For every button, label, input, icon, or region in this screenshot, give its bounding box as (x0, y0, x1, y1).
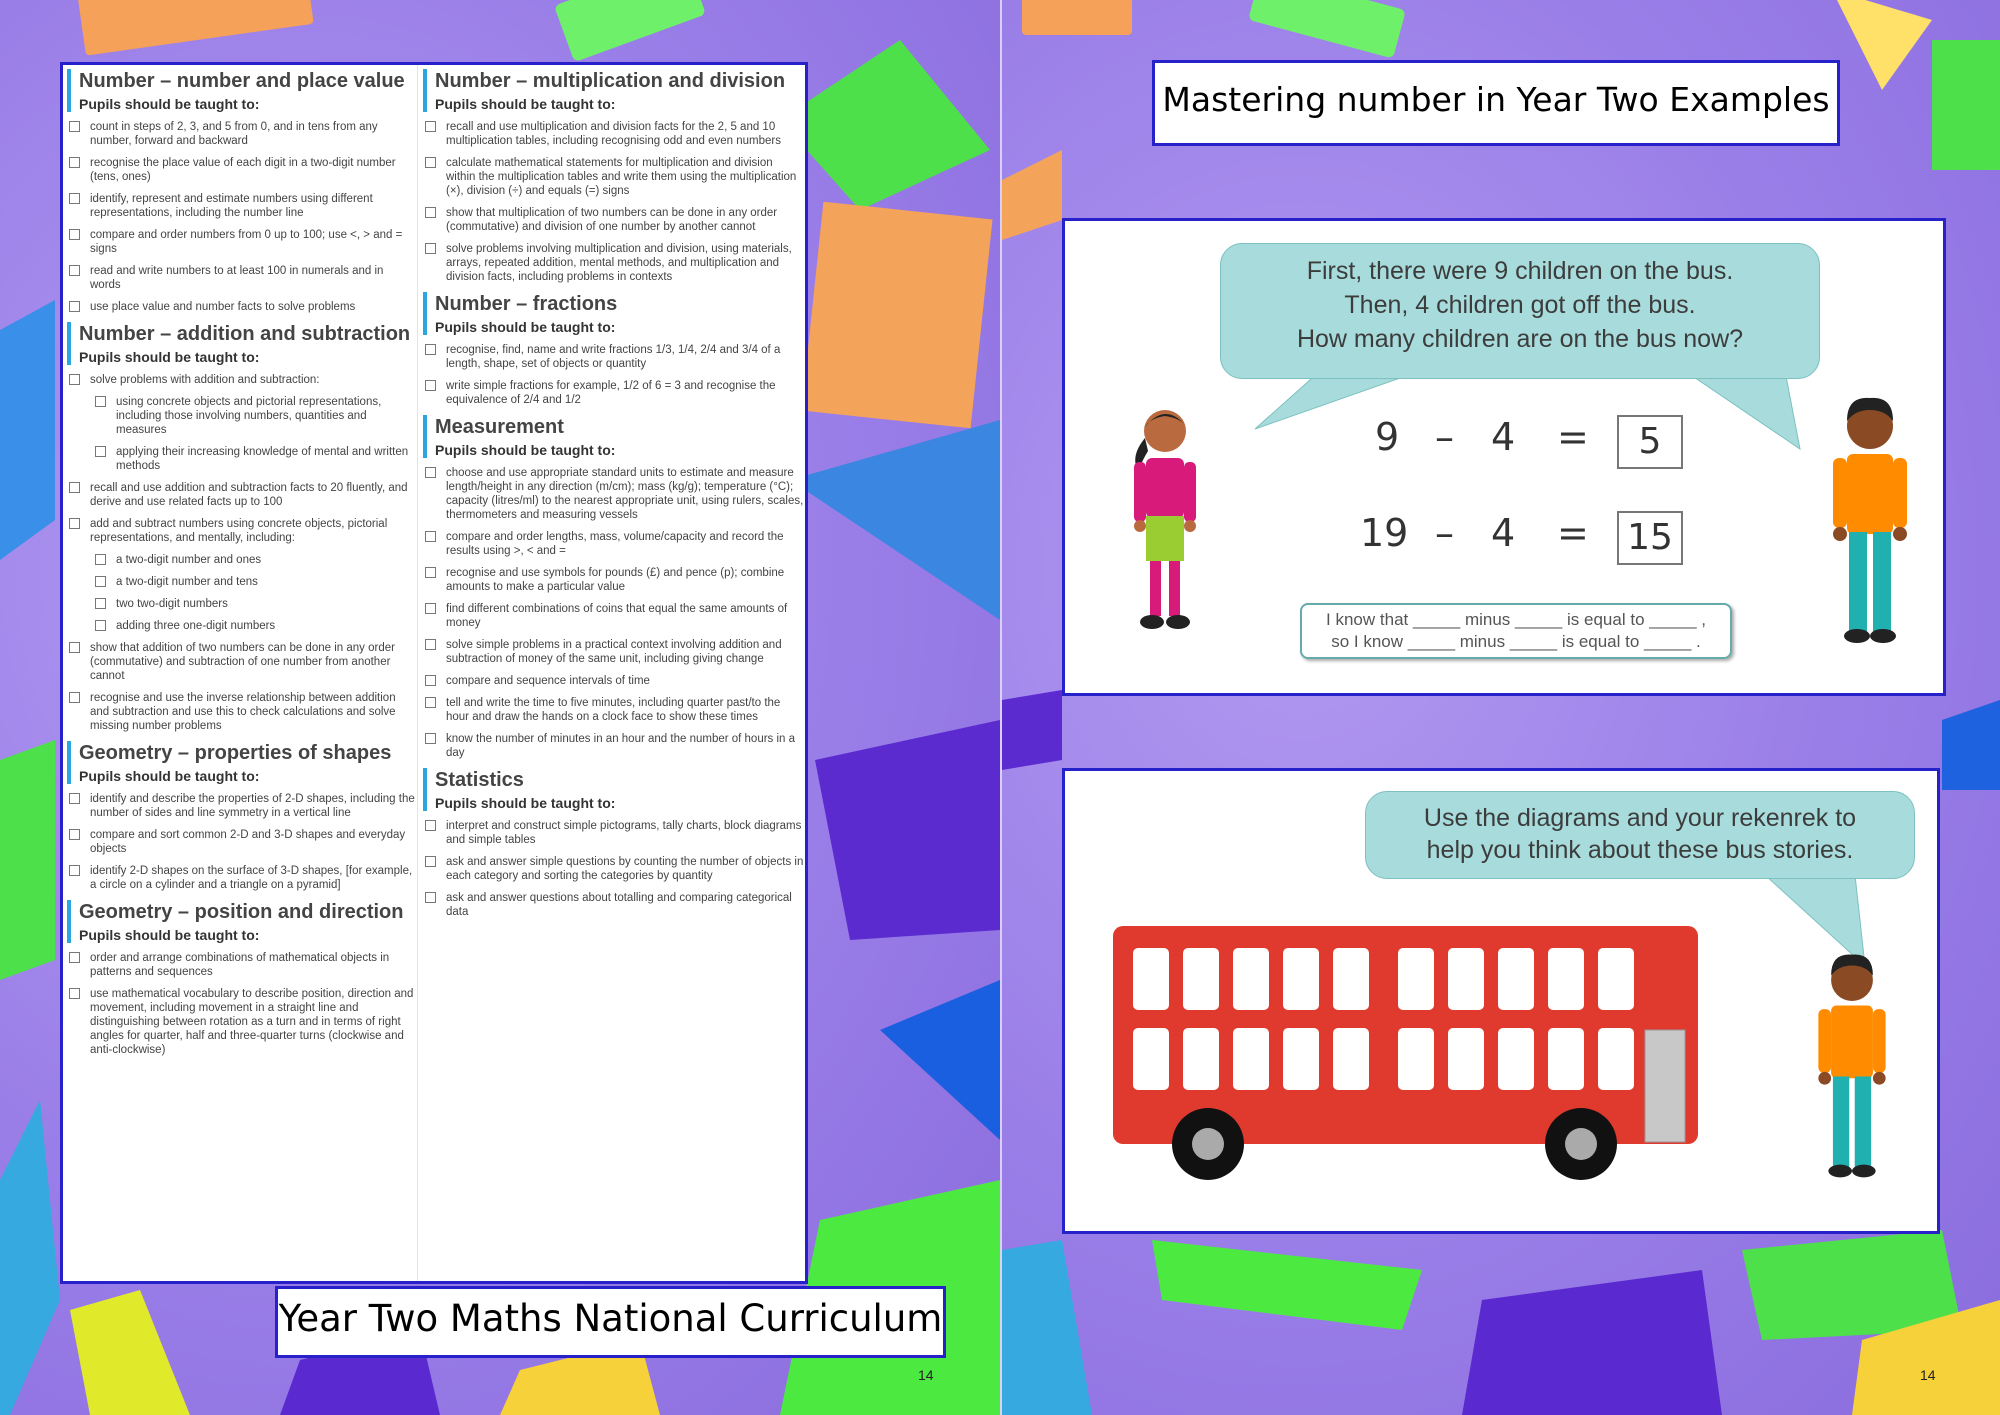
curriculum-item (67, 156, 417, 184)
speech-bubble-line: Use the diagrams and your rekenrek to (1423, 804, 1857, 832)
bg-blue-left (0, 300, 55, 560)
equation1-equals: = (1557, 415, 1589, 459)
equation1-b: 4 (1491, 415, 1516, 459)
curriculum-item-text: recall and use addition and subtraction facts to 20 fluently, and derive and use related facts up to 100 (90, 482, 408, 508)
curriculum-item (423, 530, 804, 558)
speech-bubble-line: First, there were 9 children on the bus. (1306, 257, 1734, 285)
boy-hand-left (1818, 1072, 1831, 1085)
curriculum-item-text: ask and answer questions about totalling and comparing categorical data (446, 892, 792, 918)
curriculum-item-text: find different combinations of coins that equal the same amounts of money (446, 603, 788, 629)
checkbox[interactable] (95, 576, 106, 587)
bg-green-bottom (1152, 1240, 1422, 1330)
checkbox[interactable] (95, 446, 106, 457)
bus-window (1498, 948, 1534, 1010)
section-header (423, 768, 804, 811)
curriculum-item (67, 828, 417, 856)
curriculum-item-text: calculate mathematical statements for multiplication and division within the multiplication tables and write them using the multiplication (×), division (÷) and equals (=) signs (446, 157, 797, 197)
boy-leg-left (1849, 532, 1867, 632)
speech-bubble-text (1221, 254, 1819, 356)
equation2-minus: – (1435, 511, 1454, 555)
boy-shoe-left (1844, 629, 1870, 643)
boy-hand-right (1873, 1072, 1886, 1085)
boy-leg-right (1873, 532, 1891, 632)
curriculum-item (423, 120, 804, 148)
page-number: 14 (918, 1367, 934, 1383)
curriculum-item-text: ask and answer simple questions by counting the number of objects in each category and sorting the categories by quantity (446, 856, 804, 882)
curriculum-item-text: identify, represent and estimate numbers using different representations, including the number line (90, 193, 373, 219)
section-title: Number – addition and subtraction (79, 323, 411, 345)
boy-leg-left (1833, 1076, 1849, 1167)
checkbox[interactable] (425, 243, 436, 254)
curriculum-item (67, 517, 417, 545)
equation2-a: 19 (1360, 511, 1409, 555)
checkbox[interactable] (69, 865, 80, 876)
equation2-b: 4 (1491, 511, 1516, 555)
checkbox[interactable] (95, 598, 106, 609)
bus-window (1398, 948, 1434, 1010)
checkbox[interactable] (425, 639, 436, 650)
section-subtitle: Pupils should be taught to: (435, 795, 616, 811)
curriculum-item-text: read and write numbers to at least 100 in numerals and in words (90, 265, 384, 291)
curriculum-item (93, 619, 417, 633)
checkbox[interactable] (69, 988, 80, 999)
section-subtitle: Pupils should be taught to: (79, 349, 260, 365)
speech-bubble-line: Then, 4 children got off the bus. (1344, 291, 1696, 319)
curriculum-item (67, 792, 417, 820)
bg-green-bar (1248, 0, 1406, 59)
checkbox[interactable] (425, 856, 436, 867)
curriculum-item-text: two two-digit numbers (116, 598, 228, 610)
curriculum-item (423, 379, 804, 407)
curriculum-item (93, 597, 417, 611)
bubble-tail-right (1685, 371, 1800, 449)
curriculum-item (67, 987, 417, 1057)
bg-green-left (0, 740, 55, 980)
sentence-stem-box (1300, 603, 1732, 659)
sentence-stem-line1: I know that _____ minus _____ is equal to _____ , (1326, 610, 1706, 629)
curriculum-column-right (419, 65, 808, 1281)
curriculum-item-text: use mathematical vocabulary to describe position, direction and movement, including movement in a straight line and distinguishing between rotation as a turn and in terms of right angles for quarter, half and three-quarter turns (clockwise and anti-clockwise) (90, 988, 414, 1056)
curriculum-item-text: know the number of minutes in an hour and the number of hours in a day (446, 733, 796, 759)
checkbox[interactable] (69, 157, 80, 168)
curriculum-item (423, 674, 804, 688)
section-subtitle: Pupils should be taught to: (79, 927, 260, 943)
curriculum-item (423, 206, 804, 234)
curriculum-item (423, 696, 804, 724)
curriculum-item-text: choose and use appropriate standard units to estimate and measure length/height in any direction (m/cm); mass (kg/g); temperature (°C); capacity (litres/ml) to the nearest appropriate unit, using rulers, scales, thermometers and measuring vessels (446, 467, 804, 521)
bg-blue-right (1942, 700, 2000, 790)
section-header (67, 322, 417, 365)
checkbox[interactable] (69, 193, 80, 204)
boy-shoe-left (1828, 1165, 1852, 1178)
checkbox[interactable] (69, 374, 80, 385)
curriculum-item-text: compare and sequence intervals of time (446, 675, 650, 687)
curriculum-section (423, 292, 804, 407)
curriculum-item (423, 855, 804, 883)
curriculum-item-text: show that addition of two numbers can be done in any order (commutative) and subtraction of one number from another cannot (90, 642, 395, 682)
bus-window (1183, 1028, 1219, 1090)
girl-top (1146, 458, 1184, 518)
curriculum-item-text: recall and use multiplication and division facts for the 2, 5 and 10 multiplication tables, including recognising odd and even numbers (446, 121, 781, 147)
checkbox[interactable] (69, 518, 80, 529)
curriculum-item (93, 575, 417, 589)
speech-bubble-line: How many children are on the bus now? (1296, 325, 1744, 353)
curriculum-item-text: use place value and number facts to solve problems (90, 301, 356, 313)
section-header (423, 69, 804, 112)
checkbox[interactable] (425, 467, 436, 478)
section-header (423, 415, 804, 458)
girl-hand-right (1184, 520, 1196, 532)
curriculum-item (67, 120, 417, 148)
curriculum-item-text: compare and sort common 2-D and 3-D shapes and everyday objects (90, 829, 406, 855)
curriculum-section (423, 415, 804, 760)
checkbox[interactable] (69, 121, 80, 132)
curriculum-item-text: identify and describe the properties of 2-D shapes, including the number of sides and line symmetry in a vertical line (90, 793, 415, 819)
bg-orange-bar (1022, 0, 1132, 35)
bg-purple-bottom (1462, 1270, 1722, 1415)
boy-hand-left (1833, 527, 1847, 541)
checkbox[interactable] (425, 567, 436, 578)
bus-window (1498, 1028, 1534, 1090)
boy-arm-right (1893, 458, 1907, 528)
checkbox[interactable] (425, 697, 436, 708)
curriculum-card (60, 62, 808, 1284)
curriculum-section (423, 768, 804, 919)
checkbox[interactable] (69, 952, 80, 963)
curriculum-item (423, 566, 804, 594)
curriculum-item (67, 264, 417, 292)
curriculum-item-text: solve problems with addition and subtraction: (90, 374, 320, 386)
bus-window (1448, 948, 1484, 1010)
section-title: Number – multiplication and division (435, 70, 786, 92)
checkbox[interactable] (425, 820, 436, 831)
bg-orange-bar (76, 0, 314, 56)
curriculum-item-text: a two-digit number and ones (116, 554, 262, 566)
girl-skirt (1146, 516, 1184, 561)
checkbox[interactable] (425, 380, 436, 391)
curriculum-item (67, 228, 417, 256)
equation1-answer-box: 5 (1617, 415, 1683, 469)
curriculum-item-text: recognise and use symbols for pounds (£) and pence (p); combine amounts to make a particular value (446, 567, 785, 593)
curriculum-item (67, 192, 417, 220)
checkbox[interactable] (425, 344, 436, 355)
boy-arm-left (1818, 1009, 1831, 1073)
girl-hand-left (1134, 520, 1146, 532)
curriculum-item-text: write simple fractions for example, 1/2 of 6 = 3 and recognise the equivalence of 2/4 and 1/2 (446, 380, 776, 406)
boy-shoe-right (1870, 629, 1896, 643)
girl-arm-right (1184, 462, 1196, 522)
checkbox[interactable] (95, 620, 106, 631)
bus-window (1598, 1028, 1634, 1090)
bus-window (1448, 1028, 1484, 1090)
section-subtitle: Pupils should be taught to: (435, 319, 616, 335)
curriculum-item (423, 638, 804, 666)
checkbox[interactable] (69, 482, 80, 493)
curriculum-item (67, 300, 417, 314)
equation2-answer-box: 15 (1617, 511, 1683, 565)
curriculum-item (67, 951, 417, 979)
curriculum-item (67, 864, 417, 892)
curriculum-item (93, 395, 417, 437)
bg-orange-left (1002, 150, 1062, 240)
girl-head (1144, 410, 1186, 452)
girl-shoe-left (1140, 615, 1164, 629)
checkbox[interactable] (69, 793, 80, 804)
section-header (67, 900, 417, 943)
girl-leg-right (1169, 561, 1180, 616)
curriculum-column-left (63, 65, 418, 1281)
bus-window (1133, 948, 1169, 1010)
curriculum-item-text: applying their increasing knowledge of mental and written methods (116, 446, 409, 472)
bus-door (1645, 1030, 1685, 1142)
checkbox[interactable] (69, 692, 80, 703)
boy-arm-right (1873, 1009, 1886, 1073)
boy-figure (1802, 941, 1902, 1201)
section-title: Statistics (435, 769, 524, 791)
checkbox[interactable] (69, 265, 80, 276)
bg-blue-shape (880, 980, 1000, 1140)
speech-bubble (1365, 791, 1915, 879)
curriculum-item-text: show that multiplication of two numbers can be done in any order (commutative) and division of one number by another cannot (446, 207, 778, 233)
curriculum-item (67, 691, 417, 733)
curriculum-item-text: recognise the place value of each digit in a two-digit number (tens, ones) (90, 157, 396, 183)
checkbox[interactable] (425, 207, 436, 218)
bus-window (1283, 948, 1319, 1010)
curriculum-item-text: compare and order numbers from 0 up to 100; use <, > and = signs (90, 229, 403, 255)
girl-figure (1120, 396, 1220, 656)
bg-blue-triangle (790, 420, 1000, 620)
page-title: Year Two Maths National Curriculum (275, 1286, 946, 1358)
bg-yellow-shape (1832, 0, 1932, 90)
boy-shirt (1847, 454, 1893, 534)
curriculum-item (423, 343, 804, 371)
curriculum-item-text: solve simple problems in a practical context involving addition and subtraction of money of the same unit, including giving change (446, 639, 782, 665)
curriculum-item (423, 819, 804, 847)
checkbox[interactable] (425, 675, 436, 686)
bus-window (1398, 1028, 1434, 1090)
section-subtitle: Pupils should be taught to: (79, 768, 260, 784)
sentence-stem-line2: so I know _____ minus _____ is equal to _____ . (1331, 632, 1701, 651)
section-header (423, 292, 804, 335)
bus-window (1233, 1028, 1269, 1090)
curriculum-item (423, 242, 804, 284)
bus-diagram-panel (1062, 768, 1940, 1234)
bus-window (1548, 1028, 1584, 1090)
curriculum-item-text: solve problems involving multiplication and division, using materials, arrays, repeated addition, mental methods, and multiplication and division facts, including problems in contexts (446, 243, 792, 283)
bg-green-hexagon (780, 40, 990, 210)
section-title: Geometry – position and direction (79, 901, 404, 923)
bus-window (1333, 948, 1369, 1010)
curriculum-item-text: interpret and construct simple pictograms, tally charts, block diagrams and simple tables (446, 820, 802, 846)
curriculum-item-text: count in steps of 2, 3, and 5 from 0, and in tens from any number, forward and backward (90, 121, 378, 147)
curriculum-item (423, 602, 804, 630)
bus-window (1233, 948, 1269, 1010)
curriculum-item (67, 641, 417, 683)
curriculum-item (423, 466, 804, 522)
girl-shoe-right (1166, 615, 1190, 629)
bg-cyan-bottom (1002, 1240, 1092, 1415)
section-title: Geometry – properties of shapes (79, 742, 392, 764)
boy-arm-left (1833, 458, 1847, 528)
bus-illustration (1113, 926, 1703, 1186)
bg-orange-square (801, 202, 992, 429)
section-title: Number – fractions (435, 293, 618, 315)
equation1-minus: – (1435, 415, 1454, 459)
curriculum-item-text: using concrete objects and pictorial representations, including those involving numbers, quantities and measures (116, 396, 382, 436)
boy-leg-right (1855, 1076, 1871, 1167)
curriculum-item-text: tell and write the time to five minutes, including quarter past/to the hour and draw the hands on a clock face to show these times (446, 697, 781, 723)
curriculum-item-text: add and subtract numbers using concrete objects, pictorial representations, and mentally, including: (90, 518, 388, 544)
bus-window (1133, 1028, 1169, 1090)
curriculum-item-text: order and arrange combinations of mathematical objects in patterns and sequences (90, 952, 390, 978)
curriculum-item (423, 156, 804, 198)
bus-story-panel (1062, 218, 1946, 696)
curriculum-section (67, 322, 417, 733)
bus-window (1598, 948, 1634, 1010)
checkbox[interactable] (425, 892, 436, 903)
checkbox[interactable] (69, 829, 80, 840)
checkbox[interactable] (69, 229, 80, 240)
section-header (67, 69, 417, 112)
boy-shirt (1831, 1006, 1873, 1079)
bus-hubcap-back (1565, 1128, 1597, 1160)
curriculum-section (67, 900, 417, 1057)
section-header (67, 741, 417, 784)
curriculum-item-text: recognise and use the inverse relationship between addition and subtraction and use this to check calculations and solve missing number problems (90, 692, 396, 732)
curriculum-section (423, 69, 804, 284)
curriculum-item (93, 445, 417, 473)
checkbox[interactable] (95, 554, 106, 565)
speech-bubble (1220, 243, 1820, 379)
examples-page (1002, 0, 2000, 1415)
curriculum-item (67, 373, 417, 387)
checkbox[interactable] (425, 531, 436, 542)
section-title: Number – number and place value (79, 70, 405, 92)
checkbox[interactable] (69, 642, 80, 653)
curriculum-item-text: a two-digit number and tens (116, 576, 258, 588)
bus-window (1333, 1028, 1369, 1090)
checkbox[interactable] (69, 301, 80, 312)
section-subtitle: Pupils should be taught to: (79, 96, 260, 112)
bg-green-right (1932, 40, 2000, 170)
bus-window (1548, 948, 1584, 1010)
curriculum-item-text: compare and order lengths, mass, volume/capacity and record the results using >, < and = (446, 531, 784, 557)
page-number: 14 (1920, 1367, 1936, 1383)
curriculum-item-text: recognise, find, name and write fractions 1/3, 1/4, 2/4 and 3/4 of a length, shape, set of objects or quantity (446, 344, 781, 370)
curriculum-item (67, 481, 417, 509)
boy-hand-right (1893, 527, 1907, 541)
bus-window (1183, 948, 1219, 1010)
girl-leg-left (1150, 561, 1161, 616)
curriculum-item-text: adding three one-digit numbers (116, 620, 276, 632)
curriculum-item (93, 553, 417, 567)
checkbox[interactable] (425, 121, 436, 132)
girl-arm-left (1134, 462, 1146, 522)
curriculum-section (67, 69, 417, 314)
section-subtitle: Pupils should be taught to: (435, 442, 616, 458)
curriculum-section (67, 741, 417, 892)
checkbox[interactable] (425, 603, 436, 614)
equation1-a: 9 (1375, 415, 1400, 459)
bus-hubcap-front (1192, 1128, 1224, 1160)
boy-shoe-right (1852, 1165, 1876, 1178)
checkbox[interactable] (425, 733, 436, 744)
curriculum-item (423, 891, 804, 919)
section-title: Measurement (435, 416, 564, 438)
bg-purple-mid (1002, 690, 1062, 770)
speech-bubble-line: help you think about these bus stories. (1426, 836, 1854, 864)
bg-green-bar (554, 0, 706, 62)
equation2-equals: = (1557, 511, 1589, 555)
bus-window (1283, 1028, 1319, 1090)
bg-purple-shape (815, 720, 1000, 940)
page-title: Mastering number in Year Two Examples (1152, 60, 1840, 146)
bg-yellow-left (70, 1290, 190, 1415)
speech-bubble-text (1366, 802, 1914, 866)
section-subtitle: Pupils should be taught to: (435, 96, 616, 112)
curriculum-item (423, 732, 804, 760)
checkbox[interactable] (95, 396, 106, 407)
checkbox[interactable] (425, 157, 436, 168)
bg-cyan-left (0, 1100, 60, 1415)
boy-figure (1815, 386, 1925, 666)
curriculum-item-text: identify 2-D shapes on the surface of 3-D shapes, [for example, a circle on a cylinder and a triangle on a pyramid] (90, 865, 413, 891)
